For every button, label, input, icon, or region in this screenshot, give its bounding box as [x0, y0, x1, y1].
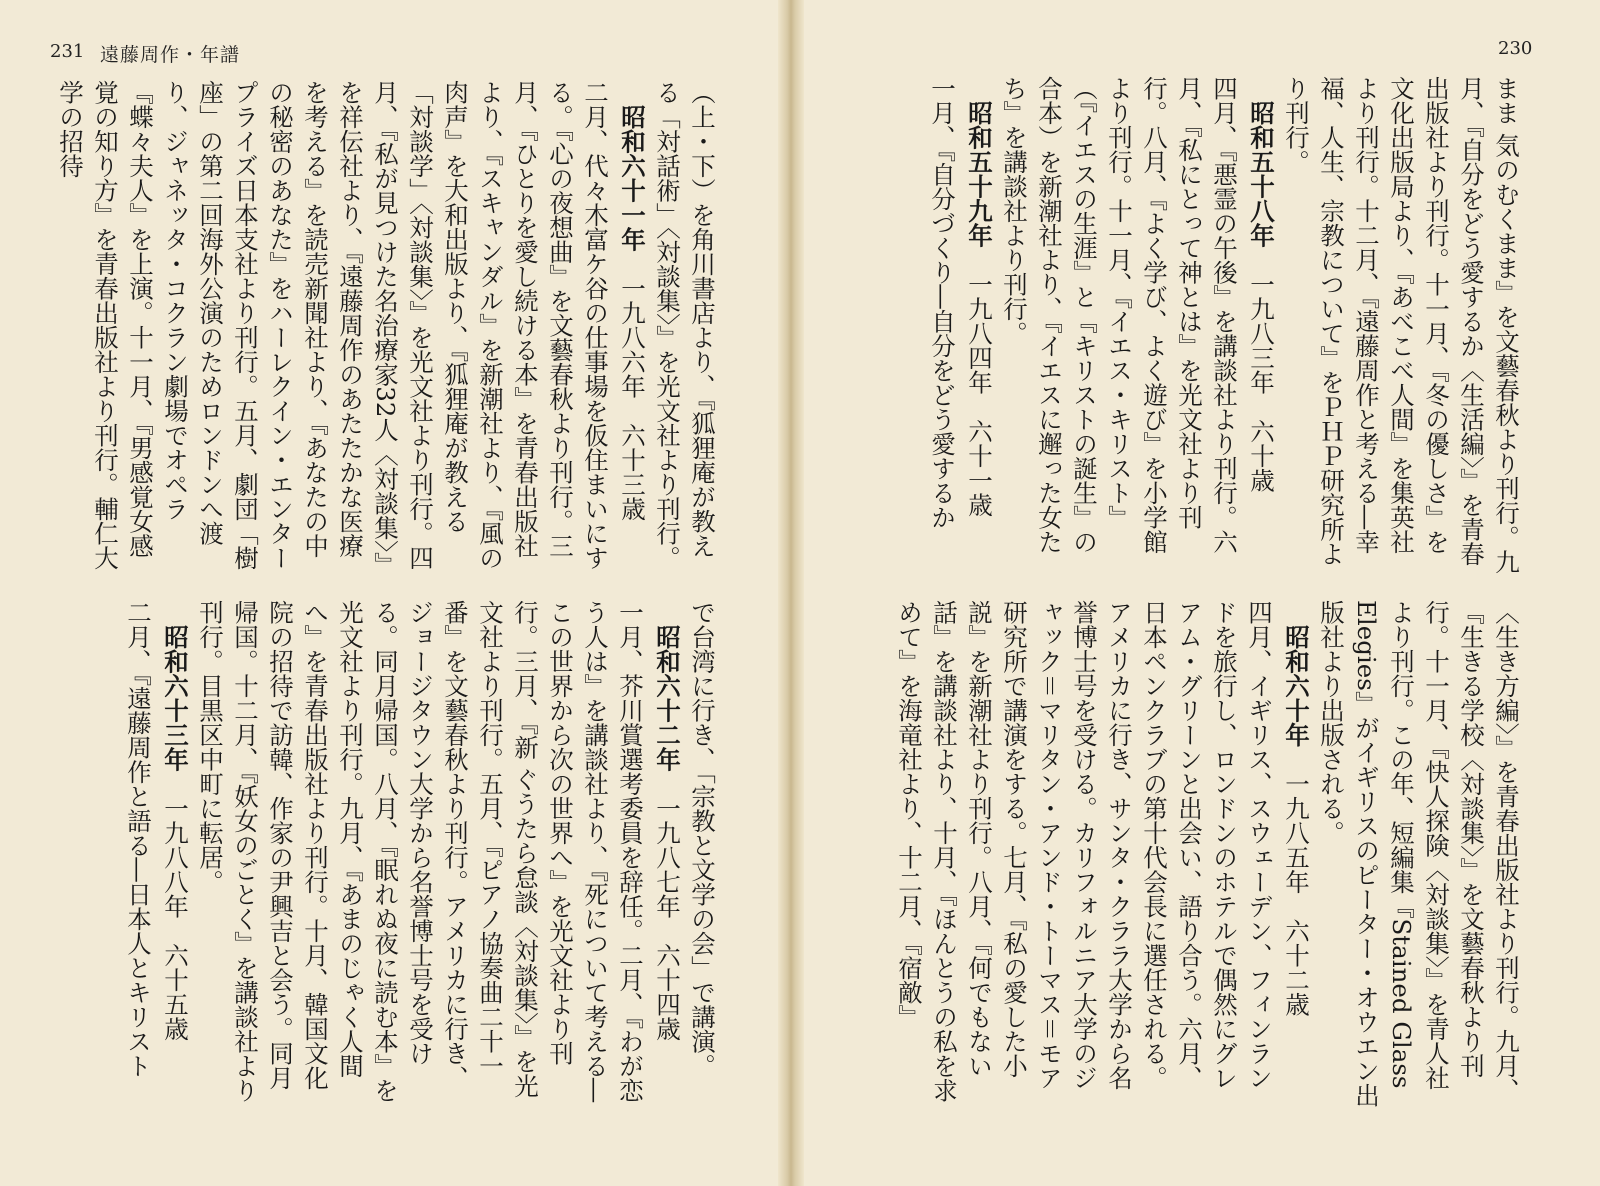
chronology-entry: 二月、代々木富ケ谷の仕事場を仮住まいにする。『心の夜想曲』を文藝春秋より刊行。三月、『ひとりを愛し続ける本』を青春出版社より、『スキャンダル』を新潮社より、『風の肉声』を大和出版より、『狐狸庵が教える「対談学」〈対談集〉』を光文社より刊行。四月、『私が見つけた名治療家32人〈対談集〉』を祥伝社より、『遠藤周作のあたたかな医療を考える』を読売新聞社より、『あなたの中の秘密のあなた』をハーレクイン・エンタープライズ日本支社より刊行。五月、劇団「樹座」の第二回海外公演のためロンドンへ渡り、ジャネッタ・コクラン劇場でオペラ『蝶々夫人』を上演。十一月、『男感覚女感覚の知り方』を青春出版社より刊行。輔仁大学の招待: [56, 80, 610, 577]
right-page-upper-block: [882, 76, 1524, 576]
chronology-entry: 〈生き方編〉』を青春出版社より刊行。九月、『生きる学校〈対談集〉』を文藝春秋より刊行。十一月、『快人探険〈対談集〉』を青人社より刊行。この年、短編集『Stained Glass Elegies』がイギリスのピーター・オウエン出版社より出版される。: [1317, 600, 1521, 1108]
chronology-entry: で台湾に行き、「宗教と文学の会」で講演。: [688, 600, 717, 1078]
year-heading: [158, 600, 193, 1112]
chronology-entry: 四月、イギリス、スウェーデン、フィンランドを旅行し、ロンドンのホテルで偶然にグレアム・グリーンと出会い、語り合う。六月、日本ペンクラブの第十代会長に選任される。アメリカに行き、サンタ・クララ大学から名誉博士号を受ける。カリフォルニア大学のジャック＝マリタン・アンド・トーマス＝モア研究所で講演をする。七月、『私の愛した小説』を新潮社より刊行。八月、『何でもない話』を講談社より、十月、『ほんとうの私を求めて』を海竜社より、十二月、『宿敵』: [895, 600, 1274, 1103]
right-page-number: 230: [1498, 38, 1533, 59]
era-year: 昭和六十年: [1282, 624, 1311, 747]
era-year: 昭和六十二年: [653, 624, 682, 772]
chronology-entry: 二月、『遠藤周作と語る―日本人とキリスト: [124, 600, 153, 1078]
western-year: 一九八七年: [653, 796, 682, 919]
year-heading: [650, 600, 685, 1112]
era-year: 昭和五十八年: [1247, 100, 1276, 248]
book-gutter: [778, 0, 804, 1186]
era-year: 昭和六十一年: [618, 104, 647, 252]
age-label: 六十一歳: [965, 419, 994, 517]
western-year: 一九八三年: [1247, 272, 1276, 395]
western-year: 一九八六年: [618, 276, 647, 399]
year-heading: [1279, 600, 1314, 1112]
year-heading: [962, 76, 997, 576]
western-year: 一九八八年: [161, 796, 190, 919]
year-heading: [615, 80, 650, 580]
age-label: 六十五歳: [161, 943, 190, 1041]
era-year: 昭和六十三年: [161, 624, 190, 772]
era-year: 昭和五十九年: [965, 100, 994, 248]
right-page-lower-block: [882, 600, 1524, 1112]
age-label: 六十四歳: [653, 943, 682, 1041]
left-page-number: 231: [50, 41, 85, 62]
chronology-entry: 一月、芥川賞選考委員を辞任。二月、『わが恋う人は』を講談社より、『死について考える―この世界から次の世界へ』を光文社より刊行。三月、『新 ぐうたら怠談〈対談集〉』を光文社より刊行。五月、『ピアノ協奏曲二十一番』を文藝春秋より刊行。アメリカに行き、ジョージタウン大学から名誉博士号を受ける。同月帰国。八月、『眠れぬ夜に読む本』を光文社より刊行。九月、『あまのじゃく人間へ』を青春出版社より刊行。十月、韓国文化院の招待で訪韓、作家の尹興吉と会う。同月帰国。十二月、『妖女のごとく』を講談社より刊行。目黒区中町に転居。: [196, 600, 645, 1103]
western-year: 一九八五年: [1282, 771, 1311, 894]
age-label: 六十歳: [1247, 419, 1276, 493]
chronology-entry: （上・下）を角川書店より、『狐狸庵が教える「対話術」〈対談集〉』を光文社より刊行。: [653, 80, 717, 570]
year-heading: [1244, 76, 1279, 576]
western-year: 一九八四年: [965, 272, 994, 395]
chronology-entry: 四月、『悪霊の午後』を講談社より刊行。六月、『私にとって神とは』を光文社より刊行。八月、『よく学び、よく遊び』を小学館より刊行。十一月、『イエス・キリスト』（『イエスの生涯』と『キリストの誕生』の合本）を新潮社より、『イエスに邂った女たち』を講談社より刊行。: [1000, 76, 1239, 554]
age-label: 六十二歳: [1282, 918, 1311, 1017]
age-label: 六十三歳: [618, 423, 647, 521]
left-page-lower-block: [50, 600, 720, 1112]
chronology-entry: まま 気のむくまま』を文藝春秋より刊行。九月、『自分をどう愛するか〈生活編〉』を青春出版社より刊行。十一月、『冬の優しさ』を文化出版局より、『あべこべ人間』を集英社より刊行。十二月、『遠藤周作と考える―幸福、人生、宗教について』をＰＨＰ研究所より刊行。: [1282, 76, 1521, 574]
left-page-upper-block: [50, 80, 720, 580]
running-head: 遠藤周作・年譜: [100, 44, 241, 66]
chronology-entry: 一月、『自分づくり―自分をどう愛するか: [928, 76, 957, 530]
